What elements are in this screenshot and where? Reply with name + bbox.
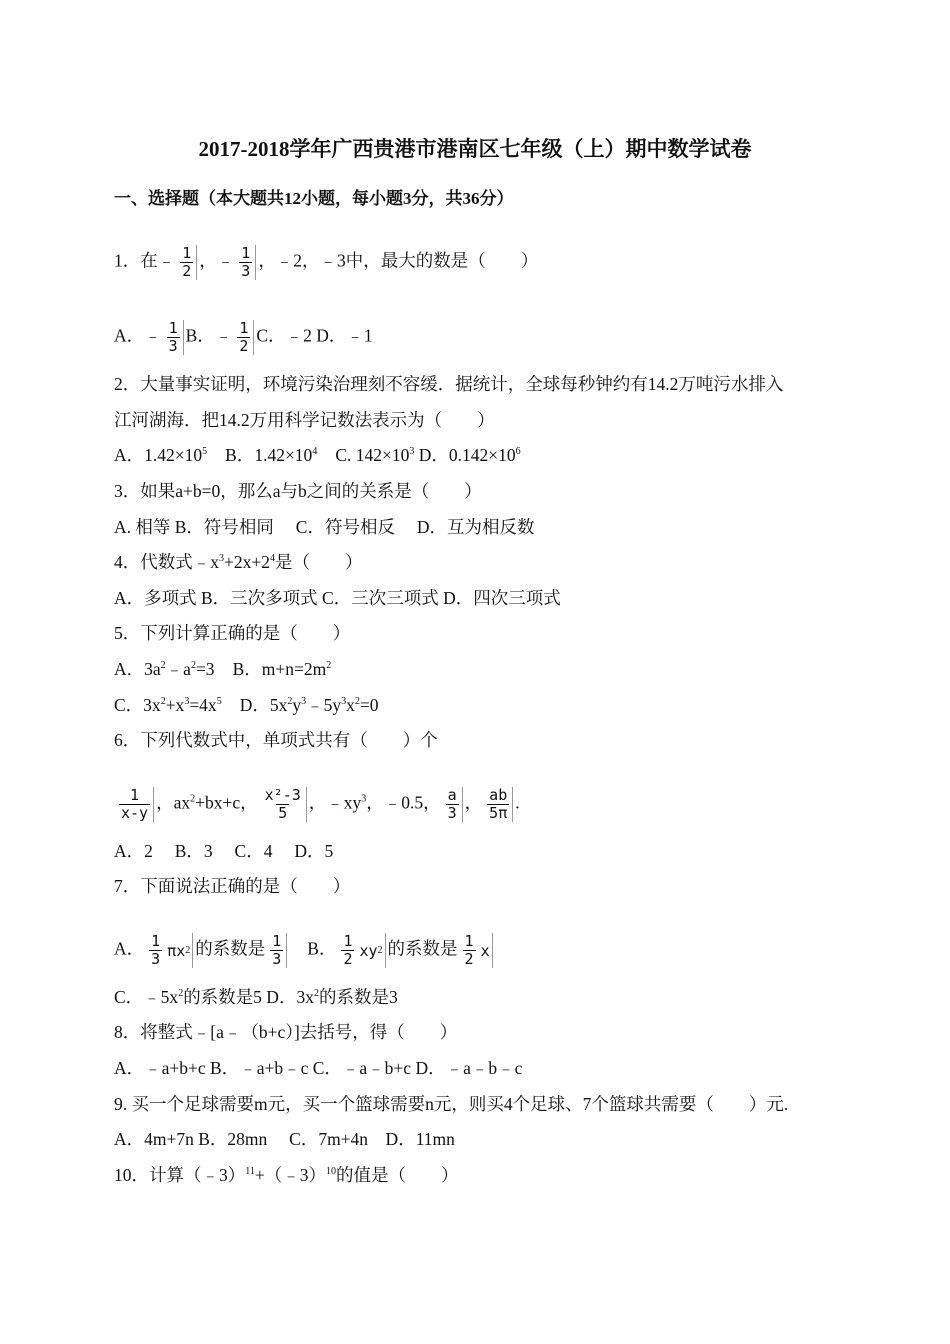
question-7-options-cd: C．$﹣5x^2$的系数是5 D．$3x^2$的系数是3 [114,987,398,1007]
fraction: $\frac{\text{x²-3}}{5}$ [260,787,307,822]
fraction: $\frac{1}{3}$ [164,320,184,355]
question-3-options: A. 相等 B．符号相同 C．符号相反 D．互为相反数 [114,517,535,537]
exam-title: 2017-2018学年广西贵港市港南区七年级（上）期中数学试卷 [198,137,752,161]
question-6-expressions: $\frac{1}{x-y}$ ，$ax^2+bx+c$， $\frac{\text{x²-3}}{5}$ ，$﹣xy^3$，﹣0.5， $\frac{a}{3}$ ， $\frac{ab}{5\pi}$ . [114,787,520,822]
question-7-options-ab: A． $\frac{1}{3}$ πx 2 的系数是 $\frac{1}{3}$ B． $\frac{1}{2}$ xy 2 的系数是 $\frac{1}{2}$ x [114,933,495,968]
question-5-options-ab: A．$3a^2﹣a^2=3$ B．$m+n=2m^2$ [114,659,332,679]
question-5: 5．下列计算正确的是（ ） [114,623,351,643]
monomial-expression: $\frac{1}{3}$ πx 2 [144,933,193,968]
question-2-line1: 2．大量事实证明，环境污染治理刻不容缓．据统计，全球每秒钟约有14.2万吨污水排入 [114,374,784,394]
fraction: $\frac{1}{2}$ [177,245,197,280]
question-4-options: A．多项式 B．三次多项式 C．三次三项式 D．四次三项式 [114,588,561,608]
question-9-options: A．4m+7n B．28mn C．7m+4n D．11mn [114,1129,455,1149]
question-4: 4．代数式$﹣x^3+2x+2^4$是（ ） [114,552,363,572]
fraction: $\frac{1}{3}$ [267,933,287,968]
question-8: 8．将整式﹣[a﹣（b+c）]去括号，得（ ） [114,1022,458,1042]
question-2-line2: 江河湖海．把14.2万用科学记数法表示为（ ） [114,410,495,430]
question-2-options: A．$1.42\times 10^5$ B．$1.42\times 10^4$ C. $142\times 10^3$ D．$0.142\times 10^6$ [114,445,521,465]
fraction: $\frac{1}{x-y}$ [116,787,154,822]
question-5-options-cd: C．$3x^2+x^3=4x^5$ D．$5x^2y^3﹣5y^3x^2=0$ [114,695,379,715]
monomial-expression: $\frac{1}{2}$ x [458,933,493,968]
question-6: 6．下列代数式中，单项式共有（ ）个 [114,730,438,750]
question-10: 10．计算（﹣3）$^{11}$+（﹣3）$^{10}$的值是（ ） [114,1165,459,1185]
question-6-options: A．2 B．3 C．4 D．5 [114,841,334,861]
section-heading: 一、选择题（本大题共12小题，每小题3分，共36分） [114,189,514,208]
question-9: 9. 买一个足球需要m元，买一个篮球需要n元，则买4个足球、7个篮球共需要（ ）元. [114,1094,789,1114]
fraction: $\frac{ab}{5\pi}$ [484,787,513,822]
question-8-options: A．﹣a+b+c B．﹣a+b﹣c C．﹣a﹣b+c D．﹣a﹣b﹣c [114,1058,523,1078]
monomial-expression: $\frac{1}{2}$ xy 2 [336,933,385,968]
question-1: 1．在﹣ $\frac{1}{2}$ ，﹣ $\frac{1}{3}$ ，﹣2，﹣3中，最大的数是（ ） [114,244,539,280]
question-1-options: A．﹣ $\frac{1}{3}$ B．﹣ $\frac{1}{2}$ C．﹣2 D．﹣1 [114,319,373,355]
question-7: 7．下面说法正确的是（ ） [114,876,351,896]
fraction: $\frac{1}{2}$ [234,320,254,355]
fraction: $\frac{1}{3}$ [236,245,256,280]
question-3: 3．如果a+b=0，那么a与b之间的关系是（ ） [114,481,482,501]
fraction: $\frac{a}{3}$ [443,787,463,822]
